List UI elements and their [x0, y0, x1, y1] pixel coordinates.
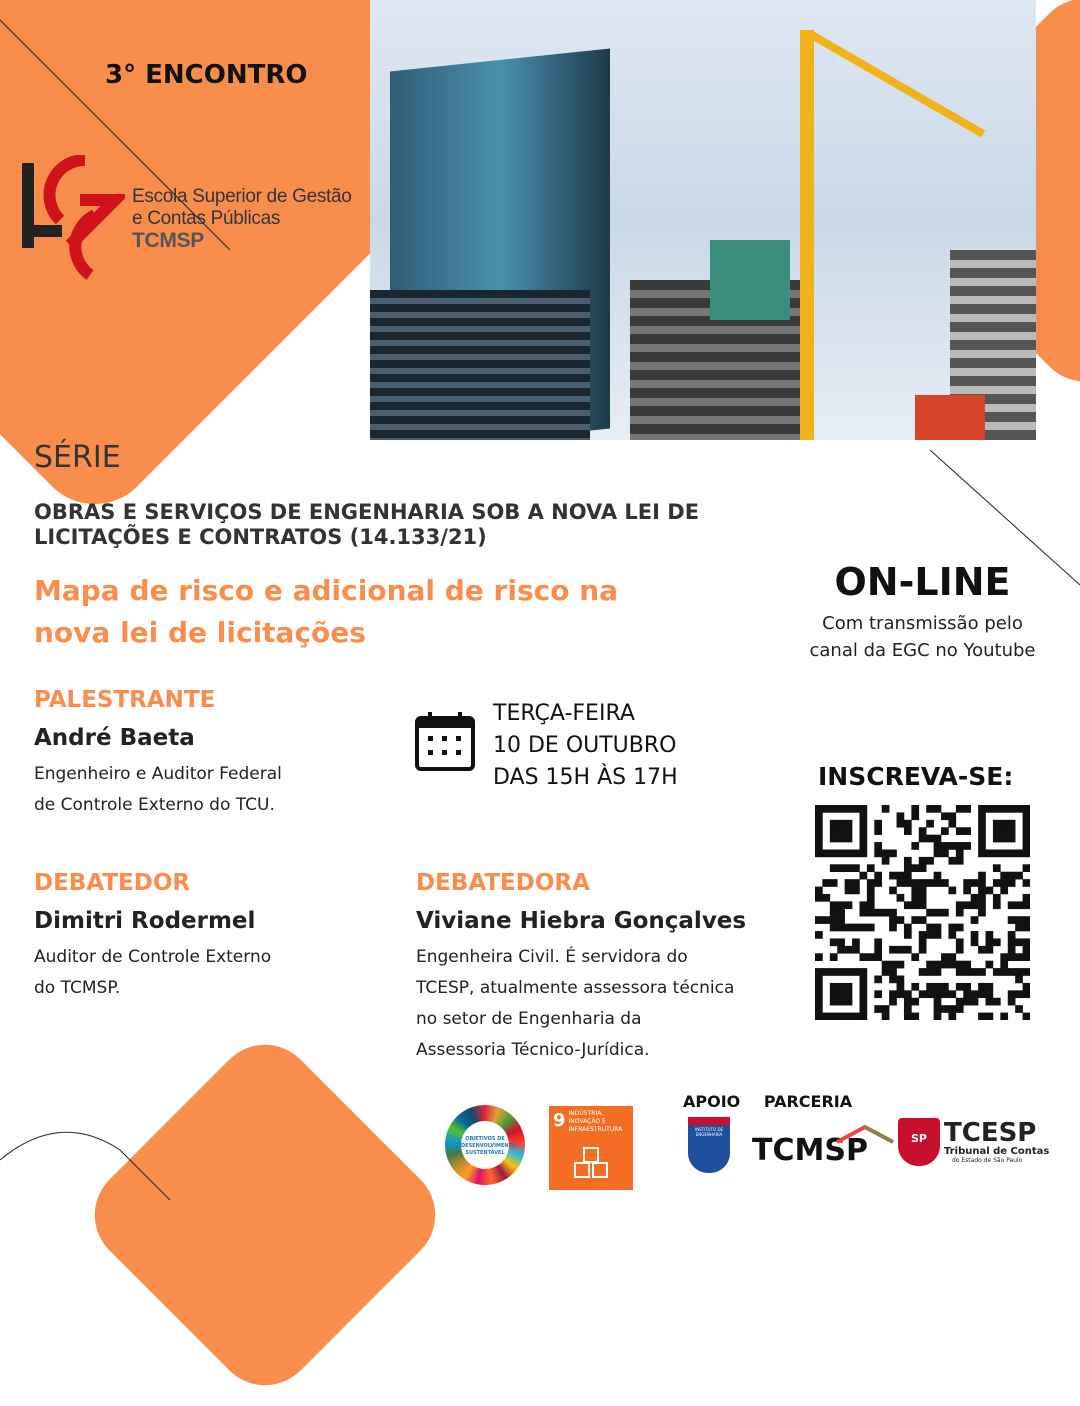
egc-logo-text — [132, 186, 352, 252]
sp-coat-of-arms-icon: SP — [898, 1118, 940, 1166]
debater2-label: DEBATEDORA — [416, 870, 590, 896]
speaker-block — [34, 687, 282, 821]
footer-labels — [683, 1092, 852, 1111]
egc-logo-mark-icon — [20, 155, 125, 280]
logo-line2: e Contas Públicas — [132, 208, 281, 229]
support-label: APOIO — [683, 1092, 741, 1111]
tcmsp-logo-text: TCMSP — [752, 1133, 868, 1168]
speaker-desc2: de Controle Externo do TCU. — [34, 795, 275, 815]
partnership-label: PARCERIA — [763, 1092, 853, 1111]
debater2-desc4: Assessoria Técnico-Jurídica. — [416, 1040, 650, 1060]
date-day: TERÇA-FEIRA — [493, 701, 635, 726]
speaker-name: André Baeta — [34, 725, 195, 751]
logo-line1: Escola Superior de Gestão — [132, 186, 352, 207]
cubes-icon — [573, 1146, 609, 1180]
ods9-text: INDÚSTRIA, INOVAÇÃO E INFRAESTRUTURA — [568, 1110, 623, 1133]
online-title: ON-LINE — [834, 560, 1011, 604]
ods-text: OBJETIVOS DE DESENVOLVIMENTO SUSTENTÁVEL — [461, 1121, 509, 1169]
date-date: 10 DE OUTUBRO — [493, 733, 677, 758]
online-line1: Com transmissão pelo — [822, 613, 1023, 634]
encounter-label: 3° ENCONTRO — [105, 60, 308, 90]
speaker-label: PALESTRANTE — [34, 687, 216, 713]
debater1-desc1: Auditor de Controle Externo — [34, 947, 272, 967]
tcesp-title: TCESP — [944, 1118, 1037, 1148]
instituto-engenharia-logo: INSTITUTO DE ENGENHARIA — [688, 1117, 730, 1173]
debater1-label: DEBATEDOR — [34, 870, 191, 896]
online-block — [790, 560, 1055, 664]
calendar-icon — [414, 710, 476, 772]
topic-title: Mapa de risco e adicional de risco na nova lei de licitações — [34, 574, 619, 649]
tcesp-sub2: do Estado de São Paulo — [952, 1157, 1023, 1164]
ods-wheel-logo — [445, 1105, 525, 1185]
tcesp-logo — [944, 1120, 1049, 1164]
series-title: OBRAS E SERVIÇOS DE ENGENHARIA SOB A NOVA LEI DE LICITAÇÕES E CONTRATOS (14.133/21) — [34, 500, 700, 549]
date-time: DAS 15H ÀS 17H — [493, 765, 678, 790]
ods9-number: 9 — [553, 1110, 566, 1131]
debater2-desc3: no setor de Engenharia da — [416, 1009, 642, 1029]
logo-line3: TCMSP — [132, 229, 205, 252]
debater2-name: Viviane Hiebra Gonçalves — [416, 908, 747, 934]
ods9-logo — [549, 1106, 633, 1190]
date-block — [493, 698, 678, 794]
tcesp-sub: Tribunal de Contas — [944, 1146, 1050, 1157]
debater1-desc2: do TCMSP. — [34, 978, 121, 998]
tcmsp-roof-icon — [835, 1122, 895, 1162]
signup-label: INSCREVA-SE: — [818, 762, 1014, 791]
online-line2: canal da EGC no Youtube — [809, 640, 1036, 661]
debater2-block — [416, 870, 746, 1066]
debater2-desc2: TCESP, atualmente assessora técnica — [416, 978, 735, 998]
signup-qr-code[interactable] — [815, 805, 1030, 1020]
construction-photo — [370, 0, 1036, 440]
egc-logo — [20, 155, 125, 284]
series-label: SÉRIE — [34, 440, 121, 475]
debater1-block — [34, 870, 271, 1004]
speaker-desc1: Engenheiro e Auditor Federal — [34, 764, 282, 784]
debater1-name: Dimitri Rodermel — [34, 908, 256, 934]
debater2-desc1: Engenheira Civil. É servidora do — [416, 947, 688, 967]
